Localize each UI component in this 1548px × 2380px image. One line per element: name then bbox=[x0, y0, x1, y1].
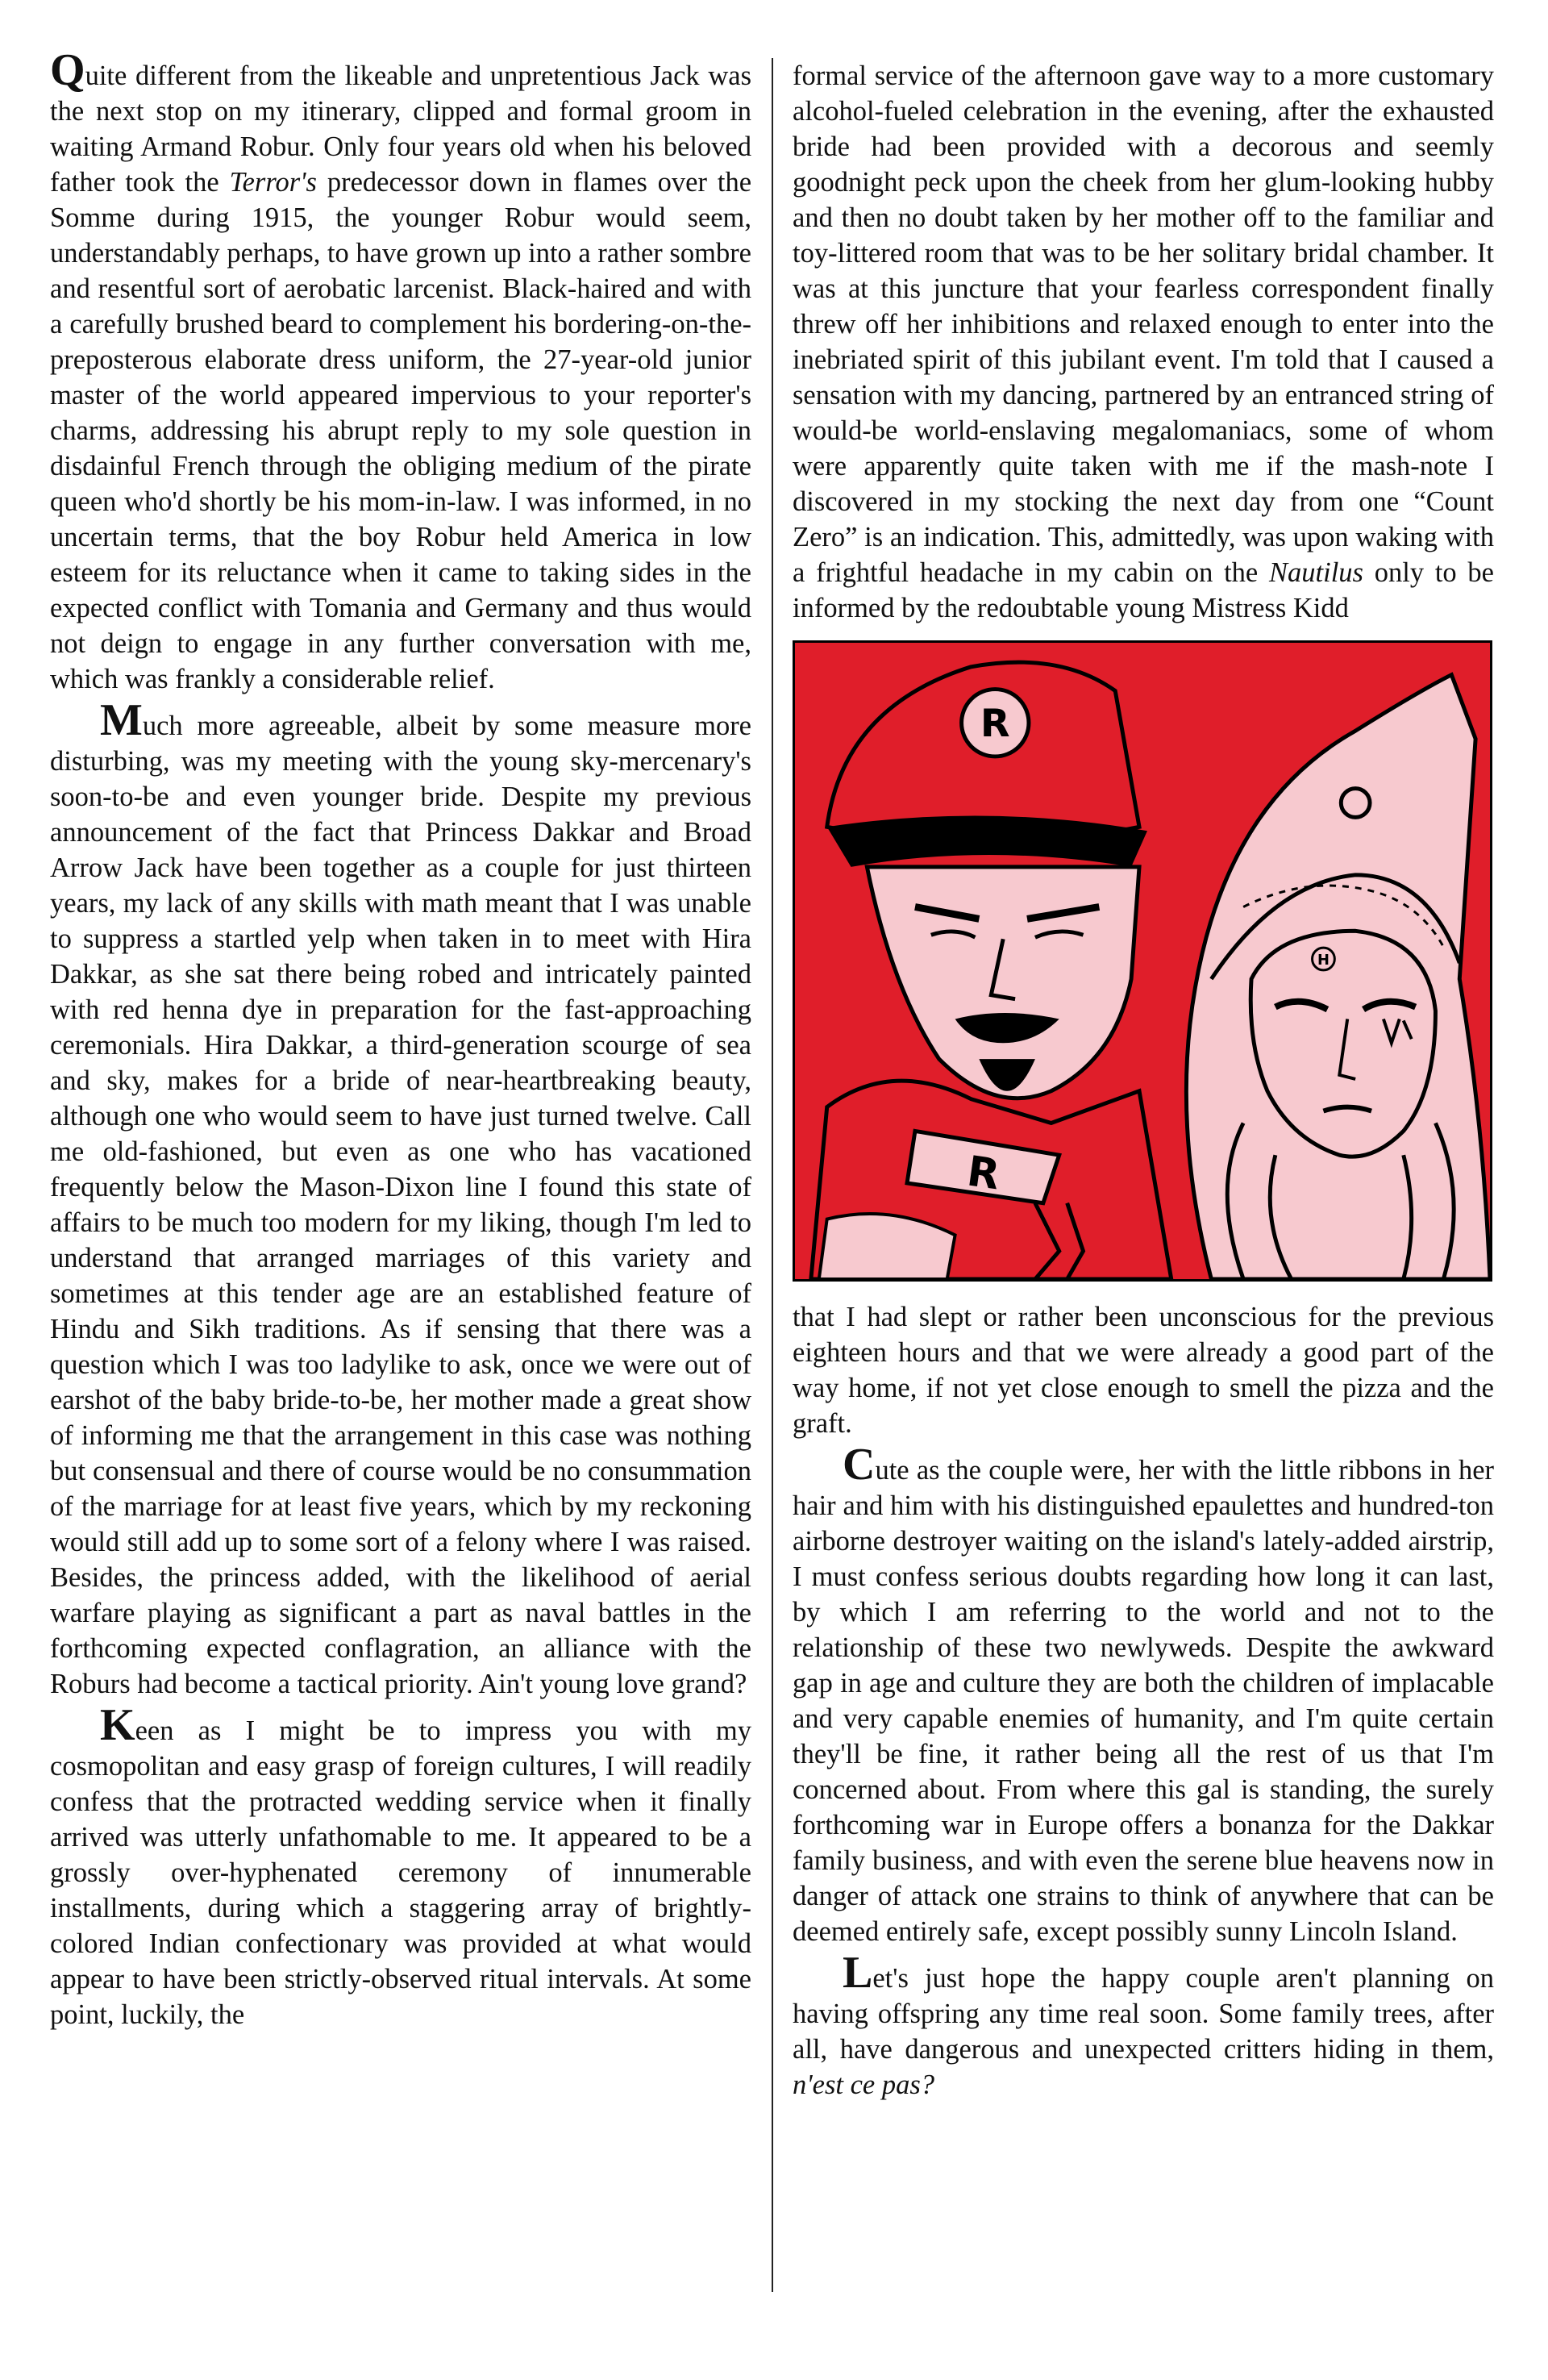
drop-cap: M bbox=[100, 695, 143, 745]
paragraph-text: that I had slept or rather been unconscious for the previous eighteen hours and that we were already a good part of the way home, if not yet close enough to smell the pizza and the graft. bbox=[793, 1302, 1494, 1439]
paragraph-text: een as I might be to impress you with my cosmopolitan and easy grasp of foreign cultures, I will readily confess that the protracted wedding service when it finally arrived was utterly unfathomable to me. It appeared to be a grossly over-hyphenated ceremony of innumerable installments, during which a staggering array of brightly-colored Indian confectionary was provided at what would appear to have been strictly-observed ritual intervals. At some point, luckily, the bbox=[50, 1715, 751, 2030]
cap-letter: R bbox=[980, 702, 1010, 747]
paragraph-waking bbox=[793, 1299, 1494, 1441]
drop-cap: Q bbox=[50, 45, 85, 95]
drop-cap: L bbox=[843, 1948, 873, 1998]
paragraph-text: uch more agreeable, albeit by some measure more disturbing, was my meeting with the young sky-mercenary's soon-to-be and even younger bride. Despite my previous announcement of the fact that Princess Dakkar and Broad Arrow Jack have been together as a couple for just thirteen years, my lack of any skills with math meant that I was unable to suppress a startled yelp when taken in to meet with Hira Dakkar, as she sat there being robed and intricately painted with red henna dye in preparation for the fast-approaching ceremonials. Hira Dakkar, a third-generation scourge of sea and sky, makes for a bride of near-heartbreaking beauty, although one who would seem to have just turned twelve. Call me old-fashioned, but even as one who has vacationed frequently below the Mason-Dixon line I found this state of affairs to be much too modern for my liking, though I'm led to understand that arranged marriages of this variety and sometimes at this tender age are an established feature of Hindu and Sikh traditions. As if sensing that there was a question which I was too ladylike to ask, once we were out of earshot of the baby bride-to-be, her mother made a great show of informing me that the arrangement in this case was nothing but consensual and there of course would be no consummation of the marriage for at least five years, which by my reckoning would still add up to some sort of a felony where I was raised. Besides, the princess added, with the likelihood of aerial warfare playing as significant a part as naval battles in the forthcoming expected conflagration, an alliance with the Roburs had become a tactical priority. Ain't young love grand? bbox=[50, 711, 751, 1699]
paragraph-text: uite different from the likeable and unpretentious Jack was the next stop on my itinerary, clipped and formal groom in waiting Armand Robur. Only four years old when his beloved father took the bbox=[50, 60, 751, 198]
drop-cap: C bbox=[843, 1440, 876, 1490]
paragraph-closing bbox=[793, 1948, 1494, 2103]
paragraph-couple bbox=[793, 1440, 1494, 1949]
drop-cap: K bbox=[100, 1700, 135, 1750]
column-divider bbox=[772, 58, 773, 2292]
paragraph-text: et's just hope the happy couple aren't planning on having offspring any time real soon. Some family trees, after all, have dangerous and unexpected critters hiding in them, bbox=[793, 1963, 1494, 2065]
paragraph-text: predecessor down in flames over the Somme during 1915, the younger Robur would seem, understandably perhaps, to have grown up into a rather sombre and resentful sort of aerobatic larcenist. Black-haired and with a carefully brushed beard to complement his bordering-on-the-preposterous elaborate dress uniform, the 27-year-old junior master of the world appeared impervious to your reporter's charms, addressing his abrupt reply to my sole question in disdainful French through the obliging medium of the pirate queen who'd shortly be his mom-in-law. I was informed, in no uncertain terms, that the boy Robur held America in low esteem for its reluctance when it came to taking sides in the expected conflict with Tomania and Germany and thus would not deign to engage in any further conversation with me, which was frankly a considerable relief. bbox=[50, 167, 752, 694]
paragraph-celebration bbox=[793, 58, 1494, 626]
right-column bbox=[793, 58, 1494, 2103]
paragraph-text: formal service of the afternoon gave way to a more customary alcohol-fueled celebration in the evening, after the exhausted bride had been provided with a decorous and seemly goodnight peck upon the cheek from her glum-looking hubby and then no doubt taken by her mother off to the familiar and toy-littered room that was to be her solitary bridal chamber. It was at this juncture that your fearless correspondent finally threw off her inhibitions and relaxed enough to enter into the inebriated spirit of this jubilant event. I'm told that I caused a sensation with my dancing, partnered by an entranced string of would-be world-enslaving megalomaniacs, some of whom were apparently quite taken with me if the mash-note I discovered in my stocking the next day from one “Count Zero” is an indication. This, admittedly, was upon waking with a frightful headache in my cabin on the bbox=[793, 60, 1494, 588]
paragraph-text: only to be informed by the redoubtable young Mistress Kidd bbox=[793, 557, 1494, 623]
illustration-art bbox=[795, 643, 1490, 1279]
pendant-letter: H bbox=[1317, 951, 1330, 969]
left-column bbox=[50, 45, 752, 2032]
italic-text: Nautilus bbox=[1269, 557, 1363, 588]
couple-illustration bbox=[793, 640, 1492, 1282]
paragraph-robur bbox=[50, 45, 752, 697]
paragraph-text: ute as the couple were, her with the little ribbons in her hair and him with his distinguished epaulettes and hundred-ton airborne destroyer waiting on the island's lately-added airstrip, I must confess serious doubts regarding how long it can last, by which I am referring to the world and not to the relationship of these two newlyweds. Despite the awkward gap in age and culture they are both the children of implacable and very capable enemies of humanity, and I'm quite certain they'll be fine, it rather being all the rest of us that I'm concerned about. From where this gal is standing, the surely forthcoming war in Europe offers a bonanza for the Dakkar family business, and with even the serene blue heavens now in danger of attack one strains to think of anywhere that can be deemed entirely safe, except possibly sunny Lincoln Island. bbox=[793, 1455, 1494, 1947]
paragraph-ceremony bbox=[50, 1700, 751, 2032]
italic-text: n'est ce pas? bbox=[793, 2069, 935, 2100]
chest-letter: R bbox=[963, 1147, 1003, 1200]
italic-text: Terror's bbox=[229, 167, 317, 198]
paragraph-bride bbox=[50, 695, 751, 1702]
